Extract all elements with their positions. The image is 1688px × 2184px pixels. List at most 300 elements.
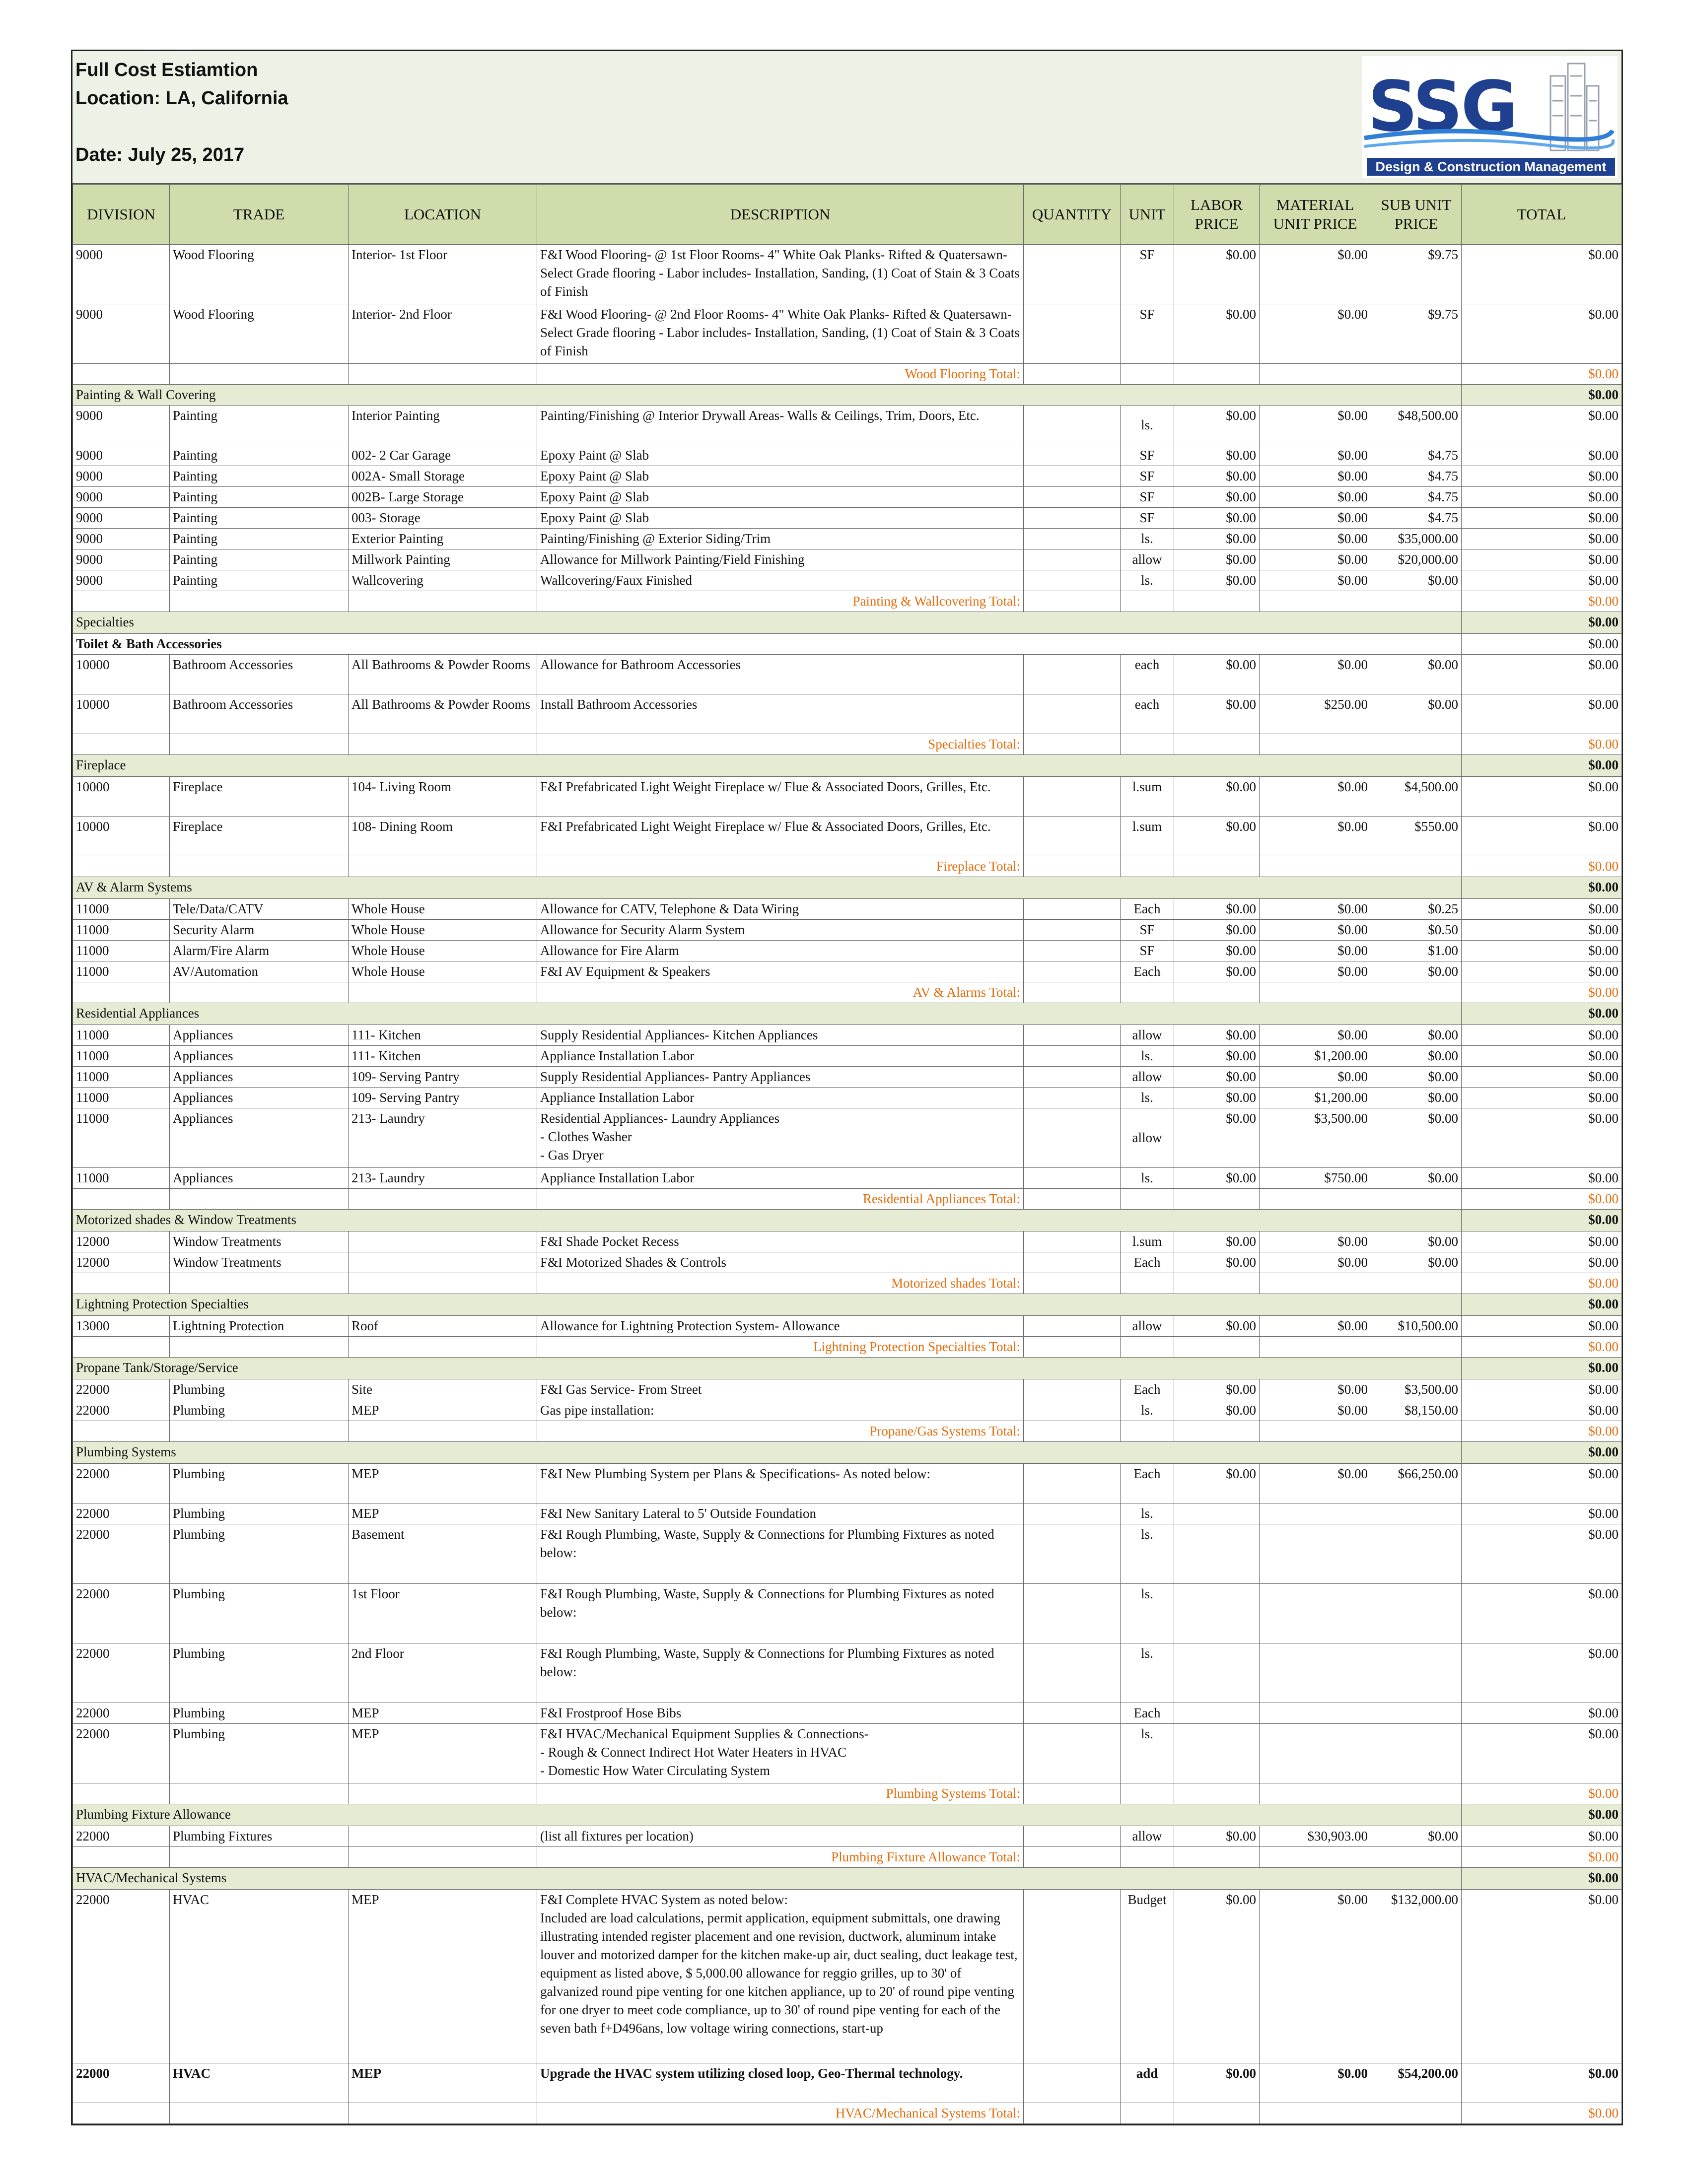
cell-total: $0.00 xyxy=(1462,920,1622,941)
line-item-row xyxy=(73,941,1622,961)
cell-total: $0.00 xyxy=(1462,508,1622,529)
line-item-row xyxy=(73,1252,1622,1273)
subtotal-row xyxy=(73,734,1622,755)
cell-total: $0.00 xyxy=(1462,1724,1622,1783)
line-item-row xyxy=(73,694,1622,734)
cell-empty xyxy=(1260,364,1371,385)
cell-division: 9000 xyxy=(73,245,170,304)
cell-location: 109- Serving Pantry xyxy=(349,1088,537,1108)
cell-empty xyxy=(349,591,537,612)
cell-empty xyxy=(1174,1783,1260,1804)
cell-quantity xyxy=(1024,1584,1121,1643)
cell-trade: Window Treatments xyxy=(170,1252,349,1273)
cell-empty xyxy=(1121,856,1174,877)
section-header-row xyxy=(73,1804,1622,1826)
cell-labor-price: $0.00 xyxy=(1174,1400,1260,1421)
cell-quantity xyxy=(1024,1252,1121,1273)
line-item-row xyxy=(73,1046,1622,1067)
subtotal-row xyxy=(73,856,1622,877)
cell-division: 11000 xyxy=(73,1025,170,1046)
cell-empty xyxy=(1174,1273,1260,1294)
subtotal-value: $0.00 xyxy=(1462,1273,1622,1294)
subtotal-row xyxy=(73,364,1622,385)
subtotal-row xyxy=(73,1273,1622,1294)
cell-location: 002B- Large Storage xyxy=(349,487,537,508)
cell-quantity xyxy=(1024,508,1121,529)
estimate-sheet xyxy=(71,50,1623,2125)
cell-location: 1st Floor xyxy=(349,1584,537,1643)
cell-empty xyxy=(349,1421,537,1442)
section-total: $0.00 xyxy=(1462,877,1622,899)
cell-empty xyxy=(1260,1783,1371,1804)
cell-location: 003- Storage xyxy=(349,508,537,529)
subtotal-row xyxy=(73,2103,1622,2124)
cell-empty xyxy=(1121,364,1174,385)
cell-description: Supply Residential Appliances- Pantry Appliances xyxy=(537,1067,1024,1088)
cell-empty xyxy=(349,734,537,755)
cell-empty xyxy=(1174,1337,1260,1358)
section-header-row xyxy=(73,385,1622,406)
cell-total: $0.00 xyxy=(1462,1046,1622,1067)
cell-labor-price: $0.00 xyxy=(1174,1464,1260,1503)
cell-total: $0.00 xyxy=(1462,570,1622,591)
cell-quantity xyxy=(1024,1643,1121,1703)
header-text xyxy=(75,56,288,169)
cell-total: $0.00 xyxy=(1462,941,1622,961)
line-item-row xyxy=(73,899,1622,920)
cell-description: Epoxy Paint @ Slab xyxy=(537,466,1024,487)
cell-division: 22000 xyxy=(73,1524,170,1584)
table-body xyxy=(73,245,1622,2124)
section-total: $0.00 xyxy=(1462,1804,1622,1826)
cell-sub-price: $0.00 xyxy=(1371,1046,1462,1067)
cell-sub-price: $35,000.00 xyxy=(1371,529,1462,549)
cell-trade: Painting xyxy=(170,445,349,466)
cell-description: Epoxy Paint @ Slab xyxy=(537,445,1024,466)
cell-description: Painting/Finishing @ Exterior Siding/Trim xyxy=(537,529,1024,549)
cell-unit: each xyxy=(1121,655,1174,694)
cell-quantity xyxy=(1024,406,1121,445)
cell-trade: Plumbing xyxy=(170,1643,349,1703)
cell-material-price: $0.00 xyxy=(1260,529,1371,549)
cell-empty xyxy=(1174,856,1260,877)
cell-description: Gas pipe installation: xyxy=(537,1400,1024,1421)
cell-trade: HVAC xyxy=(170,2063,349,2103)
line-item-row xyxy=(73,1703,1622,1724)
cell-labor-price: $0.00 xyxy=(1174,694,1260,734)
cell-total: $0.00 xyxy=(1462,1584,1622,1643)
section-total: $0.00 xyxy=(1462,612,1622,634)
cell-labor-price: $0.00 xyxy=(1174,549,1260,570)
cell-division: 11000 xyxy=(73,899,170,920)
sheet-header xyxy=(72,51,1621,184)
cell-empty xyxy=(1260,1337,1371,1358)
cell-quantity xyxy=(1024,466,1121,487)
cell-sub-price: $1.00 xyxy=(1371,941,1462,961)
cell-labor-price: $0.00 xyxy=(1174,445,1260,466)
cell-location: 111- Kitchen xyxy=(349,1046,537,1067)
line-item-row xyxy=(73,1503,1622,1524)
cell-trade: Lightning Protection xyxy=(170,1316,349,1337)
cell-material-price: $0.00 xyxy=(1260,961,1371,982)
cell-location: Interior Painting xyxy=(349,406,537,445)
cell-material-price: $0.00 xyxy=(1260,1067,1371,1088)
cell-division: 9000 xyxy=(73,529,170,549)
subtotal-row xyxy=(73,1337,1622,1358)
cell-division: 9000 xyxy=(73,445,170,466)
subtotal-row xyxy=(73,1783,1622,1804)
cell-labor-price: $0.00 xyxy=(1174,817,1260,856)
cell-description: Allowance for Security Alarm System xyxy=(537,920,1024,941)
cell-material-price: $0.00 xyxy=(1260,1316,1371,1337)
line-item-row xyxy=(73,1643,1622,1703)
cell-empty xyxy=(1260,1273,1371,1294)
cell-empty xyxy=(1121,2103,1174,2124)
line-item-row xyxy=(73,466,1622,487)
cell-trade: Bathroom Accessories xyxy=(170,655,349,694)
subtotal-row xyxy=(73,982,1622,1003)
section-title: AV & Alarm Systems xyxy=(73,877,1462,899)
cell-description: F&I Motorized Shades & Controls xyxy=(537,1252,1024,1273)
cell-quantity xyxy=(1024,899,1121,920)
cell-empty xyxy=(170,2103,349,2124)
cell-unit: ls. xyxy=(1121,570,1174,591)
cell-empty xyxy=(1024,982,1121,1003)
cell-quantity xyxy=(1024,304,1121,364)
subtotal-label: Wood Flooring Total: xyxy=(537,364,1024,385)
line-item-row xyxy=(73,549,1622,570)
cell-division: 9000 xyxy=(73,406,170,445)
cell-division: 10000 xyxy=(73,777,170,817)
cell-division: 11000 xyxy=(73,1067,170,1088)
cell-division: 13000 xyxy=(73,1316,170,1337)
cell-empty xyxy=(349,1189,537,1210)
cell-location: 104- Living Room xyxy=(349,777,537,817)
section-total: $0.00 xyxy=(1462,1442,1622,1464)
line-item-row xyxy=(73,304,1622,364)
cell-description: Allowance for Bathroom Accessories xyxy=(537,655,1024,694)
cell-division: 22000 xyxy=(73,1503,170,1524)
cell-empty xyxy=(1371,1783,1462,1804)
cell-division: 9000 xyxy=(73,508,170,529)
cell-unit: ls. xyxy=(1121,1524,1174,1584)
cell-sub-price: $0.00 xyxy=(1371,570,1462,591)
cell-total: $0.00 xyxy=(1462,1826,1622,1847)
cell-empty xyxy=(73,1189,170,1210)
line-item-row xyxy=(73,817,1622,856)
cell-location: Basement xyxy=(349,1524,537,1584)
cell-empty xyxy=(1024,856,1121,877)
cell-sub-price: $0.25 xyxy=(1371,899,1462,920)
cell-description: Allowance for Millwork Painting/Field Finishing xyxy=(537,549,1024,570)
cell-material-price: $0.00 xyxy=(1260,466,1371,487)
cell-division: 11000 xyxy=(73,920,170,941)
cell-unit: ls. xyxy=(1121,1088,1174,1108)
cell-location: Wallcovering xyxy=(349,570,537,591)
cell-labor-price: $0.00 xyxy=(1174,1316,1260,1337)
cell-location: MEP xyxy=(349,2063,537,2103)
cell-empty xyxy=(170,1189,349,1210)
cell-quantity xyxy=(1024,549,1121,570)
cell-sub-price: $4.75 xyxy=(1371,466,1462,487)
cell-trade: Wood Flooring xyxy=(170,304,349,364)
cell-trade: Appliances xyxy=(170,1088,349,1108)
cell-division: 22000 xyxy=(73,1643,170,1703)
cell-unit: Each xyxy=(1121,1703,1174,1724)
cell-unit: ls. xyxy=(1121,1046,1174,1067)
cell-sub-price: $0.00 xyxy=(1371,1108,1462,1168)
cell-sub-price: $0.00 xyxy=(1371,1826,1462,1847)
section-header-row xyxy=(73,1210,1622,1231)
cell-material-price: $30,903.00 xyxy=(1260,1826,1371,1847)
subsection-total: $0.00 xyxy=(1462,634,1622,655)
cell-sub-price: $3,500.00 xyxy=(1371,1379,1462,1400)
cell-empty xyxy=(73,856,170,877)
cell-division: 11000 xyxy=(73,961,170,982)
cell-unit: SF xyxy=(1121,941,1174,961)
cell-labor-price: $0.00 xyxy=(1174,961,1260,982)
cell-quantity xyxy=(1024,1231,1121,1252)
line-item-row xyxy=(73,570,1622,591)
cell-material-price: $0.00 xyxy=(1260,570,1371,591)
cell-material-price: $1,200.00 xyxy=(1260,1046,1371,1067)
cell-location: Interior- 2nd Floor xyxy=(349,304,537,364)
cell-quantity xyxy=(1024,1826,1121,1847)
cell-total: $0.00 xyxy=(1462,1108,1622,1168)
cell-location: 109- Serving Pantry xyxy=(349,1067,537,1088)
cell-empty xyxy=(1260,982,1371,1003)
section-header-row xyxy=(73,1003,1622,1025)
cell-empty xyxy=(349,1783,537,1804)
subtotal-label: Residential Appliances Total: xyxy=(537,1189,1024,1210)
cell-empty xyxy=(1371,982,1462,1003)
cell-location: 213- Laundry xyxy=(349,1108,537,1168)
cell-sub-price: $48,500.00 xyxy=(1371,406,1462,445)
cell-division: 9000 xyxy=(73,549,170,570)
cell-empty xyxy=(170,982,349,1003)
subtotal-value: $0.00 xyxy=(1462,734,1622,755)
cell-location: Site xyxy=(349,1379,537,1400)
cell-division: 10000 xyxy=(73,694,170,734)
cell-sub-price xyxy=(1371,1584,1462,1643)
cell-unit: ls. xyxy=(1121,529,1174,549)
cell-trade: Plumbing xyxy=(170,1503,349,1524)
cell-material-price: $0.00 xyxy=(1260,817,1371,856)
cell-labor-price xyxy=(1174,1503,1260,1524)
cell-empty xyxy=(1024,734,1121,755)
cell-trade: Security Alarm xyxy=(170,920,349,941)
cell-sub-price: $8,150.00 xyxy=(1371,1400,1462,1421)
section-title: Specialties xyxy=(73,612,1462,634)
section-header-row xyxy=(73,612,1622,634)
subtotal-label: Plumbing Systems Total: xyxy=(537,1783,1024,1804)
cell-empty xyxy=(1260,591,1371,612)
cell-unit: SF xyxy=(1121,508,1174,529)
cell-empty xyxy=(1174,1189,1260,1210)
cell-empty xyxy=(349,1273,537,1294)
subtotal-value: $0.00 xyxy=(1462,1847,1622,1868)
cell-description: Painting/Finishing @ Interior Drywall Areas- Walls & Ceilings, Trim, Doors, Etc. xyxy=(537,406,1024,445)
cell-description: F&I New Sanitary Lateral to 5' Outside Foundation xyxy=(537,1503,1024,1524)
cell-total: $0.00 xyxy=(1462,1067,1622,1088)
cell-description: Appliance Installation Labor xyxy=(537,1088,1024,1108)
cell-division: 12000 xyxy=(73,1252,170,1273)
cell-material-price: $0.00 xyxy=(1260,549,1371,570)
cell-total: $0.00 xyxy=(1462,1168,1622,1189)
cell-total: $0.00 xyxy=(1462,466,1622,487)
cell-total: $0.00 xyxy=(1462,1088,1622,1108)
cell-empty xyxy=(1024,1189,1121,1210)
cell-division: 11000 xyxy=(73,1046,170,1067)
col-division: DIVISION xyxy=(73,185,170,245)
cell-location: 213- Laundry xyxy=(349,1168,537,1189)
subtotal-label: Painting & Wallcovering Total: xyxy=(537,591,1024,612)
cell-material-price xyxy=(1260,1724,1371,1783)
cell-labor-price: $0.00 xyxy=(1174,570,1260,591)
subtotal-value: $0.00 xyxy=(1462,856,1622,877)
cell-description: Supply Residential Appliances- Kitchen Appliances xyxy=(537,1025,1024,1046)
cell-description: Allowance for Fire Alarm xyxy=(537,941,1024,961)
line-item-row xyxy=(73,1379,1622,1400)
cell-total: $0.00 xyxy=(1462,406,1622,445)
cell-sub-price: $0.50 xyxy=(1371,920,1462,941)
cell-quantity xyxy=(1024,245,1121,304)
cell-labor-price: $0.00 xyxy=(1174,304,1260,364)
cell-total: $0.00 xyxy=(1462,1231,1622,1252)
subtotal-label: AV & Alarms Total: xyxy=(537,982,1024,1003)
cell-empty xyxy=(170,1273,349,1294)
section-title: Propane Tank/Storage/Service xyxy=(73,1358,1462,1379)
cell-labor-price: $0.00 xyxy=(1174,1025,1260,1046)
subtotal-label: Specialties Total: xyxy=(537,734,1024,755)
cell-total: $0.00 xyxy=(1462,1025,1622,1046)
cell-description: Epoxy Paint @ Slab xyxy=(537,487,1024,508)
cell-trade: HVAC xyxy=(170,1890,349,2063)
cell-empty xyxy=(1260,856,1371,877)
cell-location: 2nd Floor xyxy=(349,1643,537,1703)
cell-description: F&I Prefabricated Light Weight Fireplace w/ Flue & Associated Doors, Grilles, Etc. xyxy=(537,817,1024,856)
cell-quantity xyxy=(1024,487,1121,508)
subtotal-row xyxy=(73,1421,1622,1442)
subtotal-value: $0.00 xyxy=(1462,982,1622,1003)
cell-empty xyxy=(170,364,349,385)
cell-location: MEP xyxy=(349,1703,537,1724)
cell-trade: AV/Automation xyxy=(170,961,349,982)
cell-description: Epoxy Paint @ Slab xyxy=(537,508,1024,529)
cell-division: 9000 xyxy=(73,570,170,591)
cell-sub-price xyxy=(1371,1703,1462,1724)
line-item-row xyxy=(73,655,1622,694)
subtotal-row xyxy=(73,1189,1622,1210)
cell-material-price: $0.00 xyxy=(1260,304,1371,364)
cell-quantity xyxy=(1024,1108,1121,1168)
cell-description: Appliance Installation Labor xyxy=(537,1168,1024,1189)
cell-empty xyxy=(170,591,349,612)
cell-sub-price: $4.75 xyxy=(1371,508,1462,529)
cell-unit: Each xyxy=(1121,1379,1174,1400)
cell-division: 22000 xyxy=(73,2063,170,2103)
cell-material-price: $750.00 xyxy=(1260,1168,1371,1189)
cell-empty xyxy=(1371,364,1462,385)
cell-location xyxy=(349,1252,537,1273)
cell-empty xyxy=(73,982,170,1003)
section-title: HVAC/Mechanical Systems xyxy=(73,1868,1462,1890)
cell-empty xyxy=(1174,1847,1260,1868)
cell-sub-price: $550.00 xyxy=(1371,817,1462,856)
col-location: LOCATION xyxy=(349,185,537,245)
cell-empty xyxy=(1371,1337,1462,1358)
cell-quantity xyxy=(1024,1168,1121,1189)
cell-empty xyxy=(170,856,349,877)
cell-material-price: $0.00 xyxy=(1260,487,1371,508)
cell-empty xyxy=(1371,591,1462,612)
cell-material-price: $0.00 xyxy=(1260,1379,1371,1400)
cell-location: 002- 2 Car Garage xyxy=(349,445,537,466)
cell-quantity xyxy=(1024,1025,1121,1046)
cell-empty xyxy=(73,734,170,755)
cell-empty xyxy=(1121,1273,1174,1294)
cell-unit: ls. xyxy=(1121,1724,1174,1783)
cost-estimate-table xyxy=(72,184,1622,2124)
cell-location: MEP xyxy=(349,1400,537,1421)
cell-empty xyxy=(1260,734,1371,755)
cell-division: 22000 xyxy=(73,1703,170,1724)
cell-empty xyxy=(1174,591,1260,612)
cell-division: 10000 xyxy=(73,655,170,694)
cell-empty xyxy=(73,1337,170,1358)
cell-empty xyxy=(73,1421,170,1442)
cell-trade: Appliances xyxy=(170,1108,349,1168)
cell-sub-price: $0.00 xyxy=(1371,1168,1462,1189)
cell-material-price: $0.00 xyxy=(1260,445,1371,466)
cell-labor-price: $0.00 xyxy=(1174,466,1260,487)
cell-sub-price: $0.00 xyxy=(1371,1231,1462,1252)
cell-empty xyxy=(1174,1421,1260,1442)
cell-quantity xyxy=(1024,1503,1121,1524)
cell-empty xyxy=(1260,1421,1371,1442)
section-total: $0.00 xyxy=(1462,1003,1622,1025)
col-material-unit-price: MATERIAL UNIT PRICE xyxy=(1260,185,1371,245)
cell-unit: allow xyxy=(1121,1826,1174,1847)
cell-empty xyxy=(1121,591,1174,612)
subtotal-label: Fireplace Total: xyxy=(537,856,1024,877)
cell-total: $0.00 xyxy=(1462,549,1622,570)
subtotal-label: Motorized shades Total: xyxy=(537,1273,1024,1294)
cell-description: F&I Complete HVAC System as noted below: Included are load calculations, permit application, equipment submittals, one drawing illustrating intended register placement and one revision, ductwork, aluminum intake louver and motorized damper for the kitchen make-up air, duct sealing, duct leakage test, equipment as listed above, $ 5,000.00 allowance for reggio grilles, up to 30' of galvanized round pipe venting for one kitchen appliance, up to 20' of round pipe venting for one dryer to meet code compliance, up to 30' of round pipe venting for each of the seven bath f+D496ans, low voltage wiring connections, start-up xyxy=(537,1890,1024,2063)
cell-trade: Plumbing xyxy=(170,1703,349,1724)
cell-quantity xyxy=(1024,529,1121,549)
line-item-row xyxy=(73,508,1622,529)
cell-empty xyxy=(1260,1847,1371,1868)
document-title: Full Cost Estiamtion xyxy=(75,60,258,80)
line-item-row xyxy=(73,1067,1622,1088)
cell-material-price: $0.00 xyxy=(1260,406,1371,445)
cell-location: Roof xyxy=(349,1316,537,1337)
cell-labor-price: $0.00 xyxy=(1174,508,1260,529)
cell-description: F&I Gas Service- From Street xyxy=(537,1379,1024,1400)
cell-total: $0.00 xyxy=(1462,529,1622,549)
cell-unit: each xyxy=(1121,694,1174,734)
cell-division: 22000 xyxy=(73,1464,170,1503)
cell-empty xyxy=(73,2103,170,2124)
cell-unit: SF xyxy=(1121,304,1174,364)
cell-total: $0.00 xyxy=(1462,899,1622,920)
cell-division: 11000 xyxy=(73,1108,170,1168)
cell-labor-price: $0.00 xyxy=(1174,1067,1260,1088)
cell-trade: Fireplace xyxy=(170,777,349,817)
line-item-row xyxy=(73,487,1622,508)
cell-description: F&I Shade Pocket Recess xyxy=(537,1231,1024,1252)
